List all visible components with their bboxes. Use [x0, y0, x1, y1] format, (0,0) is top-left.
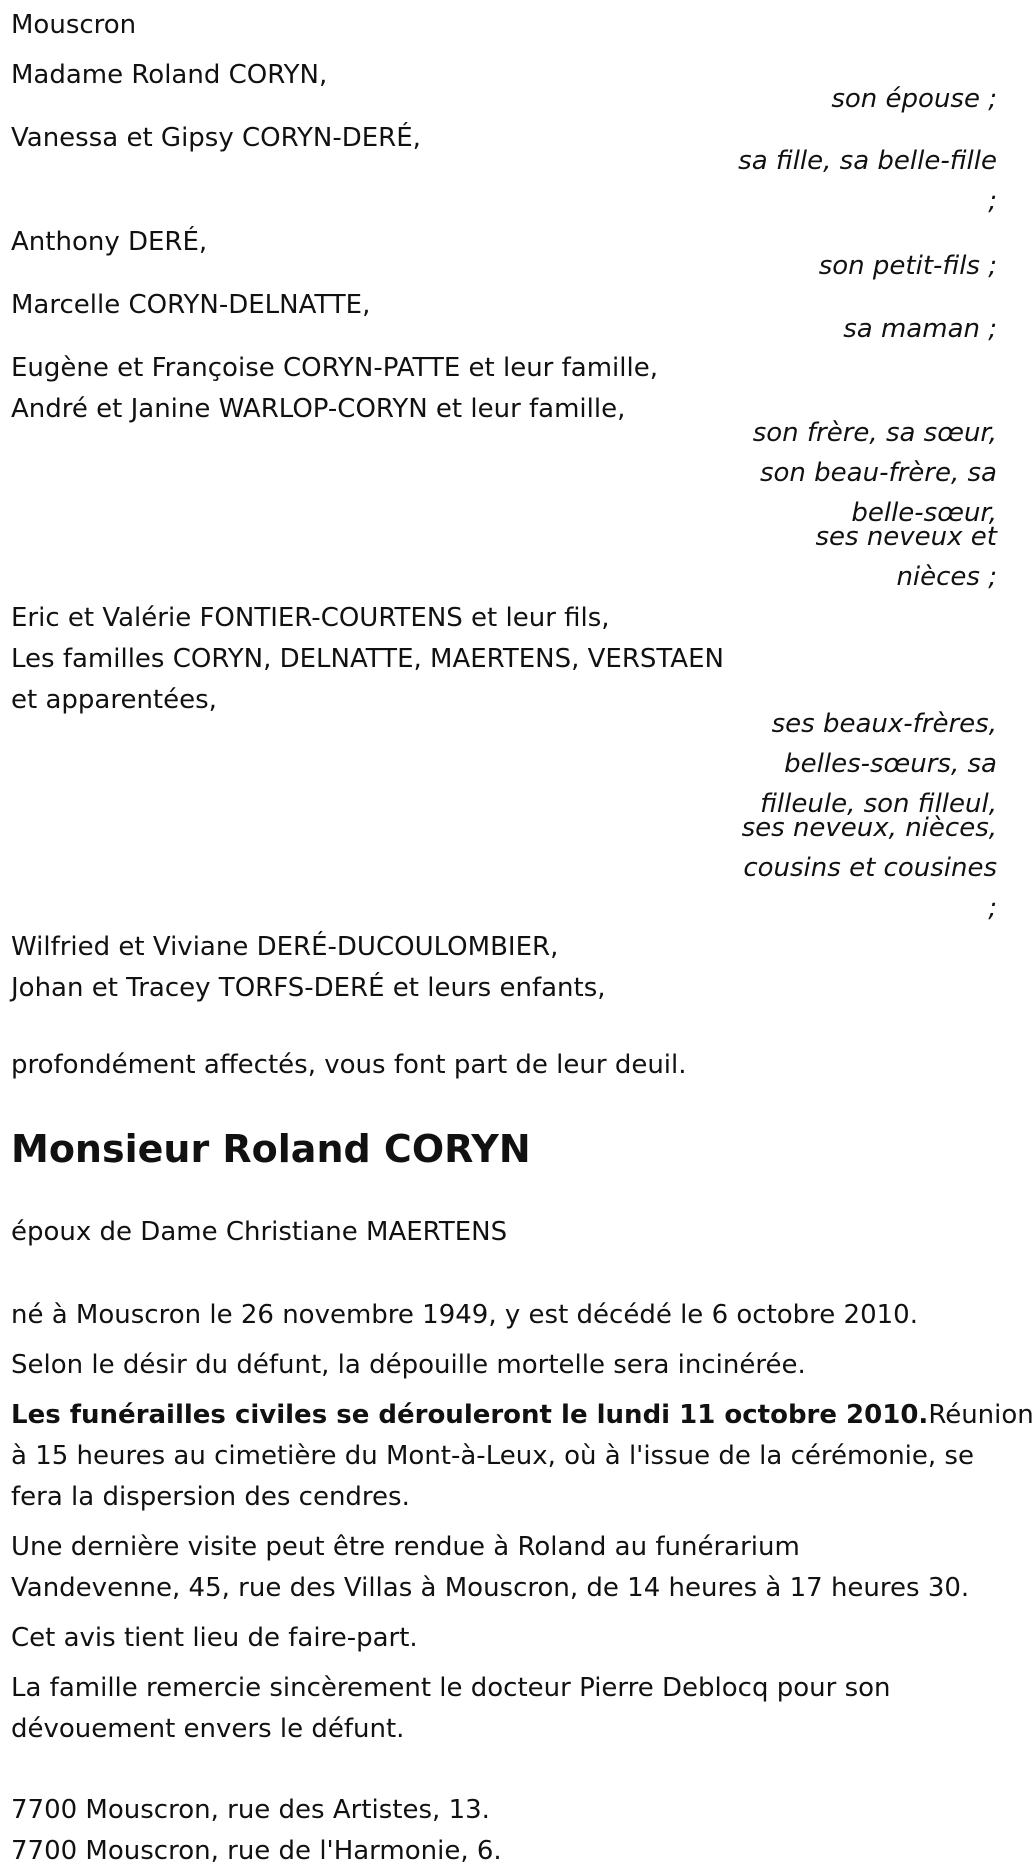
- family-relation: sa fille, sa belle-fille: [738, 146, 997, 176]
- family-relation: ses neveux et: [815, 522, 997, 552]
- family-name-line: et apparentées,: [11, 685, 217, 715]
- birth-death-line: né à Mouscron le 26 novembre 1949, y est décédé le 6 octobre 2010.: [11, 1300, 918, 1330]
- family-relation: nièces ;: [896, 562, 997, 592]
- family-relation: belles-sœurs, sa: [784, 749, 997, 779]
- header-place: Mouscron: [11, 10, 137, 40]
- family-name-line: Les familles CORYN, DELNATTE, MAERTENS, VERSTAEN: [11, 644, 724, 674]
- family-relation: son épouse ;: [831, 84, 997, 114]
- visit-line: Une dernière visite peut être rendue à Roland au funérarium: [11, 1532, 800, 1562]
- family-name-line: Johan et Tracey TORFS-DERÉ et leurs enfants,: [11, 973, 606, 1003]
- thanks-line: La famille remercie sincèrement le docteur Pierre Deblocq pour son: [11, 1673, 891, 1703]
- family-name-line: Anthony DERÉ,: [11, 227, 208, 257]
- funeral-date-bold: Les funérailles civiles se dérouleront le lundi 11 octobre 2010.: [11, 1400, 929, 1430]
- family-relation: son beau-frère, sa: [759, 458, 997, 488]
- funeral-meeting: Réunion: [928, 1400, 1034, 1430]
- family-relation: ses neveux, nièces,: [741, 813, 997, 843]
- visit-line: Vandevenne, 45, rue des Villas à Mouscron, de 14 heures à 17 heures 30.: [11, 1573, 970, 1603]
- spouse-line: époux de Dame Christiane MAERTENS: [11, 1217, 508, 1247]
- announcement-text: profondément affectés, vous font part de leur deuil.: [11, 1050, 687, 1080]
- deceased-name: Monsieur Roland CORYN: [11, 1127, 531, 1171]
- notice-line: Cet avis tient lieu de faire-part.: [11, 1623, 418, 1653]
- address-line: 7700 Mouscron, rue de l'Harmonie, 6.: [11, 1836, 502, 1866]
- funeral-line: à 15 heures au cimetière du Mont-à-Leux, où à l'issue de la cérémonie, se: [11, 1441, 974, 1471]
- family-name-line: Wilfried et Viviane DERÉ-DUCOULOMBIER,: [11, 932, 559, 962]
- cremation-line: Selon le désir du défunt, la dépouille mortelle sera incinérée.: [11, 1350, 806, 1380]
- funeral-line: [11, 1395, 1034, 1435]
- funeral-line: fera la dispersion des cendres.: [11, 1482, 410, 1512]
- thanks-line: dévouement envers le défunt.: [11, 1714, 405, 1744]
- family-name-line: Madame Roland CORYN,: [11, 60, 328, 90]
- family-relation: son frère, sa sœur,: [752, 418, 997, 448]
- family-name-line: André et Janine WARLOP-CORYN et leur famille,: [11, 394, 626, 424]
- family-relation: ses beaux-frères,: [771, 709, 997, 739]
- family-name-line: Vanessa et Gipsy CORYN-DERÉ,: [11, 123, 421, 153]
- family-name-line: Marcelle CORYN-DELNATTE,: [11, 290, 371, 320]
- family-relation: filleule, son filleul,: [760, 789, 997, 819]
- family-relation: belle-sœur,: [851, 498, 997, 528]
- family-relation: sa maman ;: [843, 314, 997, 344]
- address-line: 7700 Mouscron, rue des Artistes, 13.: [11, 1795, 490, 1825]
- family-relation: ;: [988, 186, 997, 216]
- family-name-line: Eugène et Françoise CORYN-PATTE et leur famille,: [11, 353, 658, 383]
- family-relation: cousins et cousines: [743, 853, 997, 883]
- family-relation: son petit-fils ;: [818, 251, 997, 281]
- family-relation: ;: [988, 893, 997, 923]
- family-name-line: Eric et Valérie FONTIER-COURTENS et leur fils,: [11, 603, 610, 633]
